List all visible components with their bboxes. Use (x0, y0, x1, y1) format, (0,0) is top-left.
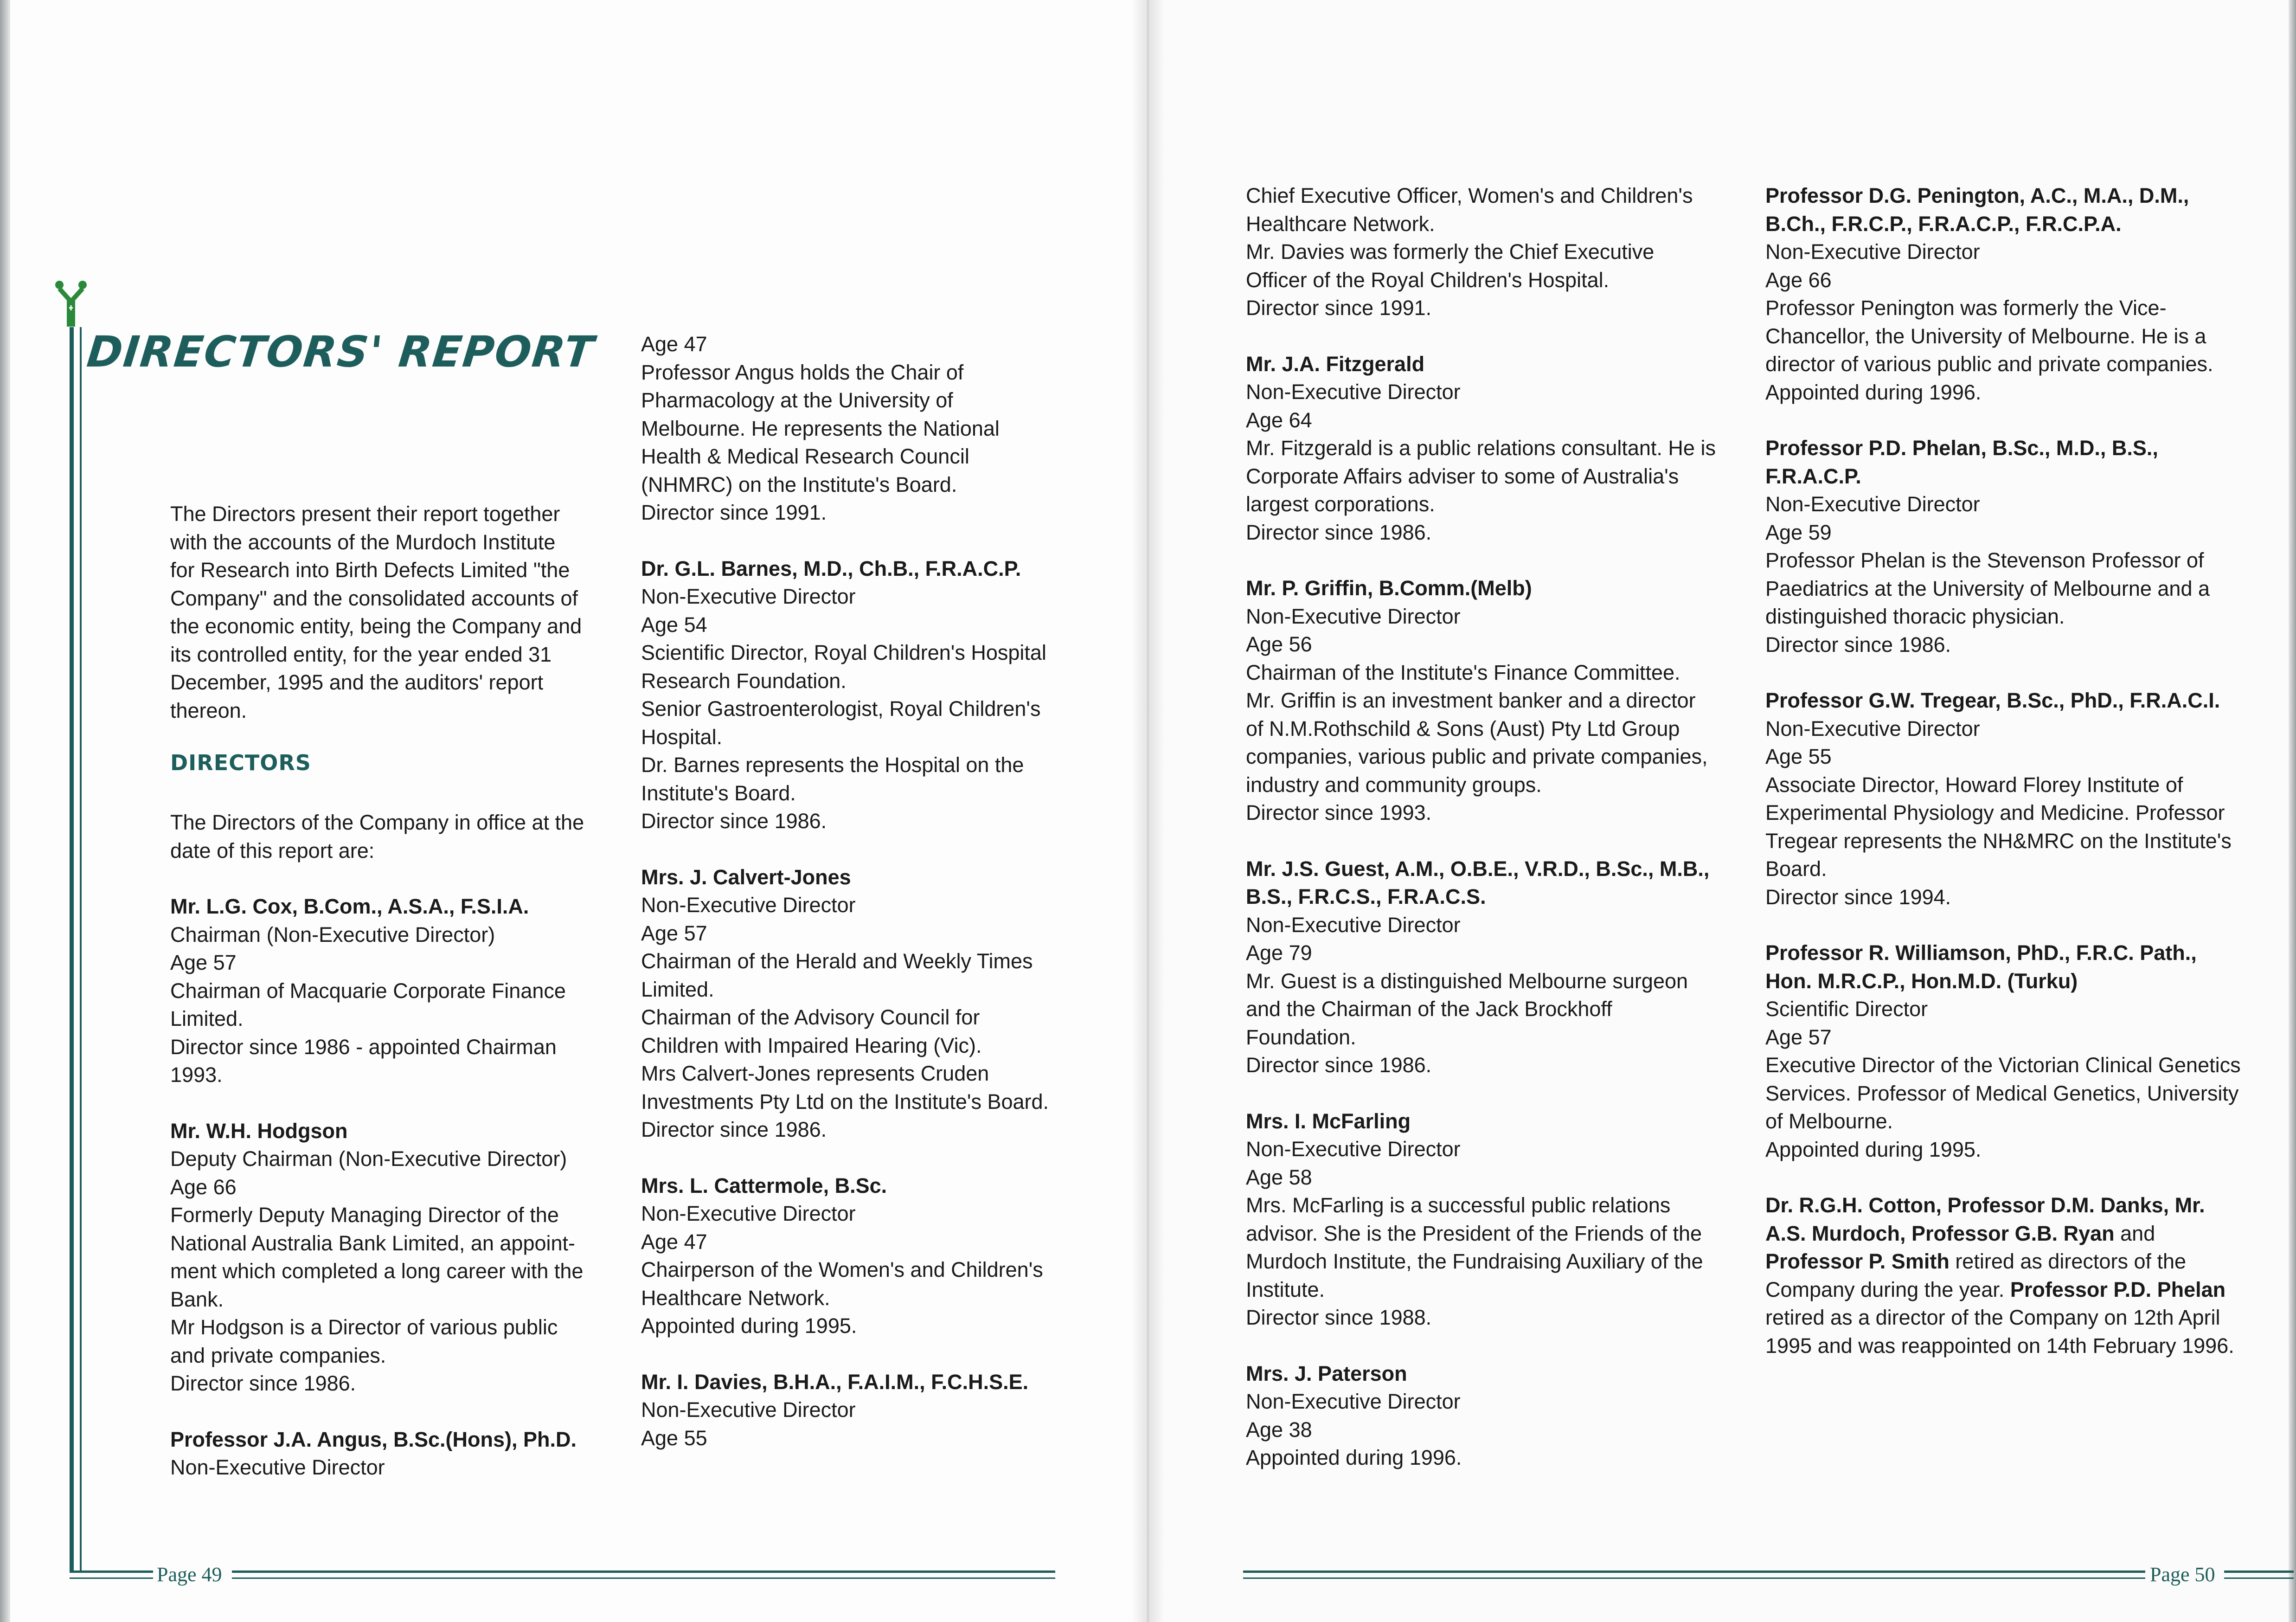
director-bio: Chairman of the Institute's Finance Committee. (1246, 660, 1680, 684)
director-role: Non-Executive Director (641, 1202, 856, 1225)
director-tenure: Appointed during 1995. (1765, 1137, 1982, 1161)
director-bio: Dr. Barnes represents the Hospital on the Institute's Board. (641, 753, 1024, 805)
director-bio: Chairman of the Advisory Council for Children with Impaired Hearing (Vic). (641, 1005, 982, 1057)
frame-vertical-bar-inner (80, 327, 82, 1573)
director-bio: Chairperson of the Women's and Children's Healthcare Network. (641, 1258, 1043, 1310)
director-tenure: Director since 1991. (1246, 296, 1432, 320)
director-role: Non-Executive Director (1246, 1390, 1461, 1413)
director-tenure: Director since 1986. (1246, 520, 1432, 544)
director-age: Age 55 (641, 1426, 707, 1450)
directors-heading: DIRECTORS (170, 750, 311, 775)
director-bio: Professor Penington was formerly the Vice-Chancellor, the University of Melbourne. He is a director of various public and private companies. (1765, 296, 2213, 376)
director-role: Non-Executive Director (1246, 380, 1461, 404)
director-name: Mrs. J. Calvert-Jones (641, 865, 851, 889)
footer-rule-right-d (2224, 1577, 2294, 1579)
director-tenure: Director since 1986. (170, 1371, 356, 1395)
director-role: Non-Executive Director (641, 585, 856, 608)
director-age: Age 54 (641, 612, 707, 637)
book-gutter (1132, 0, 1164, 1622)
director-name: Professor P.D. Phelan, B.Sc., M.D., B.S., F.R.A.C.P. (1765, 436, 2158, 488)
column-3 (1246, 182, 1717, 1472)
director-tenure: Director since 1991. (641, 501, 827, 524)
director-tenure: Appointed during 1995. (641, 1314, 857, 1338)
director-bio: Mrs. McFarling is a successful public relations advisor. She is the President of the Friends of the Murdoch Institute, the Fundraising Auxiliary of the Institute. (1246, 1193, 1703, 1301)
director-name: Mr. W.H. Hodgson (170, 1119, 348, 1143)
retired-text: retired as a director of the Company on 12th April 1995 and was reappointed on 14th February 1996. (1765, 1306, 2234, 1358)
director-name: Professor J.A. Angus, B.Sc.(Hons), Ph.D. (170, 1427, 577, 1451)
director-tenure: Director since 1986. (1246, 1053, 1432, 1077)
director-tenure: Appointed during 1996. (1765, 380, 1982, 404)
footer-rule-left-c (232, 1571, 1055, 1573)
director-tenure: Director since 1986 - appointed Chairman 1993. (170, 1035, 557, 1087)
director-name: Mrs. L. Cattermole, B.Sc. (641, 1173, 887, 1197)
director-age: Age 56 (1246, 632, 1312, 656)
director-bio: Chairman of Macquarie Corporate Finance Limited. (170, 978, 566, 1030)
page-number-left: Page 49 (157, 1563, 222, 1586)
director-tenure: Director since 1986. (641, 1118, 827, 1141)
director-bio: Mr Hodgson is a Director of various public and private companies. (170, 1315, 558, 1367)
retired-directors-note (1765, 1191, 2248, 1360)
directors-intro: The Directors of the Company in office at the date of this report are: (170, 811, 584, 862)
director-age: Age 58 (1246, 1165, 1312, 1189)
column-2 (641, 330, 1058, 1452)
director-role: Scientific Director (1765, 997, 1928, 1021)
director-age: Age 47 (641, 1229, 707, 1254)
director-name: Dr. G.L. Barnes, M.D., Ch.B., F.R.A.C.P. (641, 556, 1021, 580)
intro-paragraph: The Directors present their report together with the accounts of the Murdoch Institute for Research into Birth Defects Limited "the Company" and the consolidated accounts of the economic entity, being the Company and its controlled entity, for the year ended 31 December, 1995 and the auditors' report thereon. (170, 502, 582, 722)
director-name: Mr. J.A. Fitzgerald (1246, 352, 1425, 376)
director-tenure: Director since 1994. (1765, 885, 1951, 909)
director-bio: Scientific Director, Royal Children's Hospital Research Foundation. (641, 641, 1046, 693)
director-bio: Mr. Fitzgerald is a public relations consultant. He is Corporate Affairs adviser to some of Australia's largest corporations. (1246, 436, 1716, 516)
director-tenure: Director since 1988. (1246, 1306, 1432, 1329)
director-age: Age 57 (170, 951, 237, 974)
director-bio: Mr. Davies was formerly the Chief Executive Officer of the Royal Children's Hospital. (1246, 240, 1655, 292)
director-name: Professor D.G. Penington, A.C., M.A., D.M., B.Ch., F.R.C.P., F.R.A.C.P., F.R.C.P.A. (1765, 184, 2189, 236)
footer-rule-left-b (70, 1577, 153, 1579)
director-age: Age 57 (641, 921, 707, 945)
director-age: Age 59 (1765, 520, 1832, 544)
column-4 (1765, 182, 2248, 1360)
director-age: Age 38 (1246, 1417, 1312, 1442)
director-bio: Senior Gastroenterologist, Royal Children's Hospital. (641, 697, 1041, 749)
director-role: Non-Executive Director (1765, 716, 1980, 740)
retired-names: Dr. R.G.H. Cotton, Professor D.M. Danks, Mr. A.S. Murdoch, Professor G.B. Ryan (1765, 1193, 2205, 1245)
director-bio: Formerly Deputy Managing Director of the National Australia Bank Limited, an appoint-ment which completed a long career with the Bank. (170, 1203, 584, 1311)
director-role: Non-Executive Director (1246, 604, 1461, 628)
director-name: Professor R. Williamson, PhD., F.R.C. Path., Hon. M.R.C.P., Hon.M.D. (Turku) (1765, 941, 2197, 993)
footer-rule-right-c (2224, 1571, 2294, 1573)
institute-logo-icon (50, 278, 92, 329)
director-tenure: Appointed during 1996. (1246, 1446, 1462, 1469)
director-tenure: Director since 1986. (1765, 632, 1951, 657)
director-role: Deputy Chairman (Non-Executive Director) (170, 1147, 567, 1171)
director-age: Age 47 (641, 332, 707, 356)
director-age: Age 66 (170, 1175, 237, 1199)
director-bio: Mr. Griffin is an investment banker and a director of N.M.Rothschild & Sons (Aust) Pty Ltd Group companies, various public and private companies, industry and community groups. (1246, 689, 1708, 797)
director-name: Mr. J.S. Guest, A.M., O.B.E., V.R.D., B.Sc., M.B., B.S., F.R.C.S., F.R.A.C.S. (1246, 856, 1710, 908)
director-name: Mr. I. Davies, B.H.A., F.A.I.M., F.C.H.S.E. (641, 1370, 1029, 1394)
retired-names: Professor P.D. Phelan (2010, 1277, 2226, 1301)
director-bio: Professor Phelan is the Stevenson Professor of Paediatrics at the University of Melbourne and a distinguished thoracic physician. (1765, 548, 2210, 628)
director-role: Non-Executive Director (1246, 1137, 1461, 1161)
retired-text: retired as directors of the Company during the year. (1765, 1249, 2187, 1301)
director-bio: Professor Angus holds the Chair of Pharmacology at the University of Melbourne. He represents the National Health & Medical Research Council (NHMRC) on the Institute's Board. (641, 360, 1000, 496)
director-name: Mr. P. Griffin, B.Comm.(Melb) (1246, 576, 1532, 600)
director-tenure: Director since 1986. (641, 809, 827, 833)
director-role: Non-Executive Director (641, 893, 856, 917)
footer-rule-right-a (1243, 1571, 2145, 1573)
director-age: Age 66 (1765, 268, 1832, 292)
page-edge-left (0, 0, 10, 1622)
page-edge-right (2289, 0, 2296, 1622)
director-age: Age 57 (1765, 1025, 1832, 1049)
director-role: Non-Executive Director (170, 1455, 385, 1479)
page-number-right: Page 50 (2150, 1563, 2215, 1586)
page-title: DIRECTORS' REPORT (84, 327, 597, 377)
director-name: Mr. L.G. Cox, B.Com., A.S.A., F.S.I.A. (170, 895, 529, 918)
footer-rule-left-a (70, 1571, 153, 1573)
director-role: Chairman (Non-Executive Director) (170, 922, 495, 946)
frame-vertical-bar-outer (70, 327, 74, 1573)
footer-rule-right-b (1243, 1577, 2145, 1579)
director-age: Age 64 (1246, 408, 1312, 432)
retired-text: and (2114, 1221, 2155, 1245)
director-bio: Associate Director, Howard Florey Institute of Experimental Physiology and Medicine. Professor Tregear represents the NH&MRC on the Institute's Board. (1765, 772, 2232, 881)
director-role: Non-Executive Director (1246, 913, 1461, 937)
director-tenure: Director since 1993. (1246, 801, 1432, 824)
retired-names: Professor P. Smith (1765, 1249, 1950, 1273)
column-1 (170, 500, 585, 725)
director-age: Age 79 (1246, 941, 1312, 965)
director-bio: Executive Director of the Victorian Clinical Genetics Services. Professor of Medical Genetics, University of Melbourne. (1765, 1053, 2241, 1133)
column-1-directors (170, 809, 585, 1482)
director-role: Non-Executive Director (641, 1398, 856, 1422)
director-name: Mrs. J. Paterson (1246, 1361, 1407, 1385)
director-bio: Mr. Guest is a distinguished Melbourne surgeon and the Chairman of the Jack Brockhoff Foundation. (1246, 969, 1688, 1049)
director-bio: Chief Executive Officer, Women's and Children's Healthcare Network. (1246, 184, 1693, 236)
director-bio: Chairman of the Herald and Weekly Times Limited. (641, 949, 1033, 1001)
director-name: Mrs. I. McFarling (1246, 1109, 1411, 1133)
director-bio: Mrs Calvert-Jones represents Cruden Investments Pty Ltd on the Institute's Board. (641, 1062, 1049, 1114)
director-name: Professor G.W. Tregear, B.Sc., PhD., F.R.A.C.I. (1765, 689, 2220, 712)
director-role: Non-Executive Director (1765, 492, 1980, 516)
footer-rule-left-d (232, 1577, 1055, 1579)
director-age: Age 55 (1765, 745, 1832, 768)
director-role: Non-Executive Director (1765, 240, 1980, 264)
